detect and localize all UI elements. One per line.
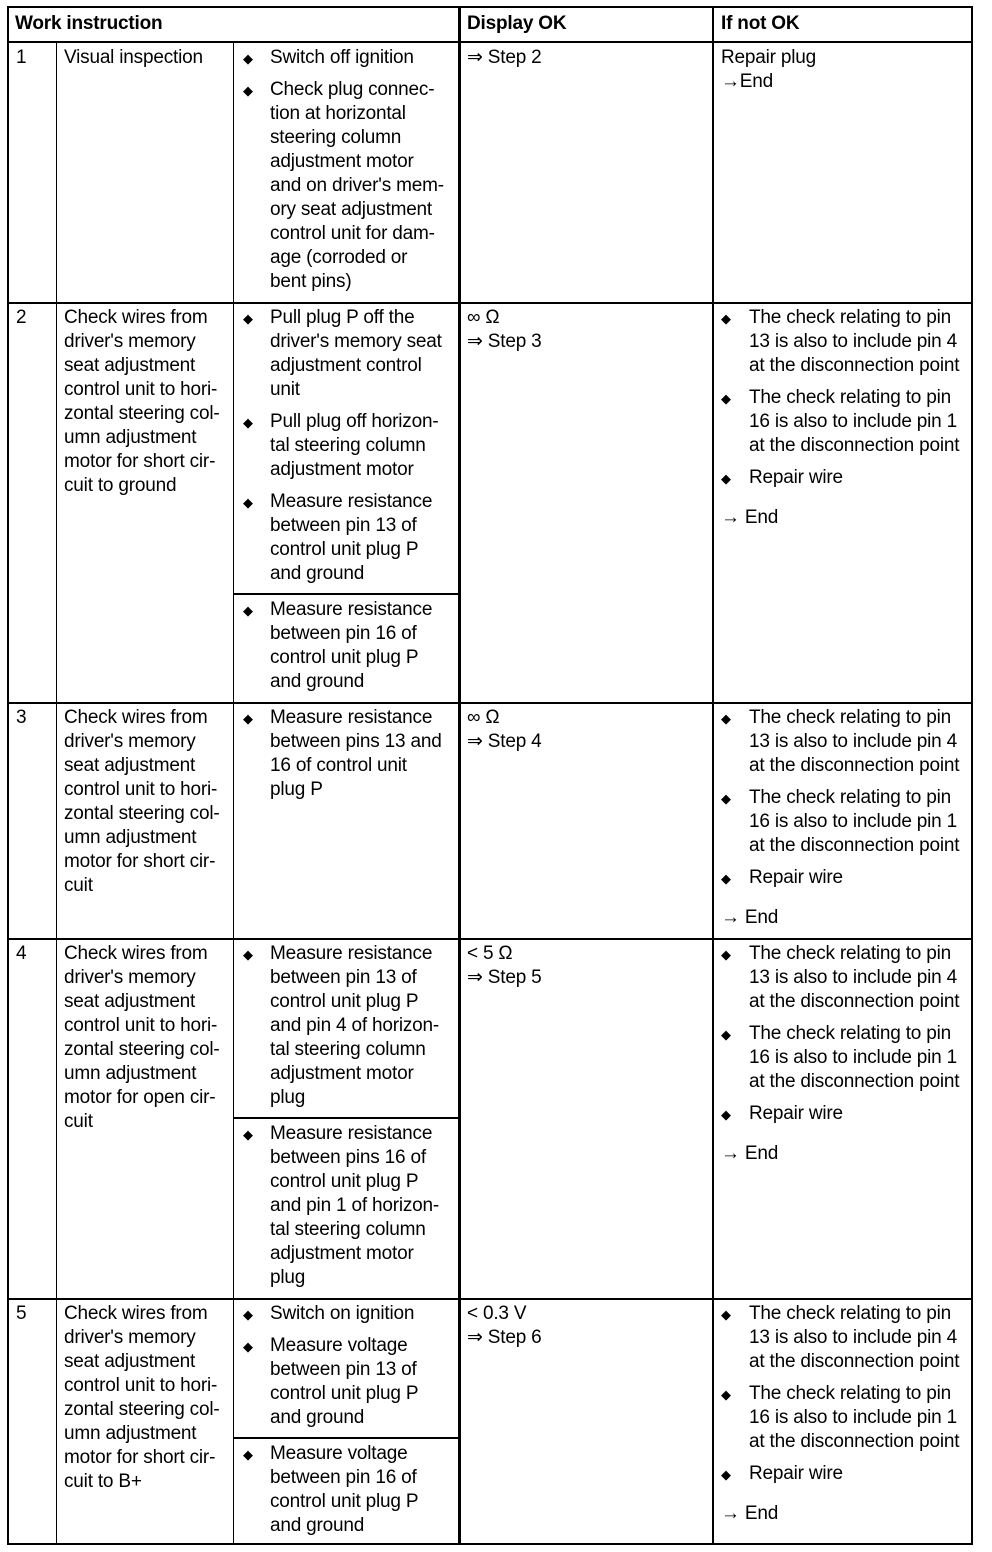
not-ok-line: Repair plug (721, 47, 816, 68)
action-line: Pull plug off horizon- (270, 411, 439, 432)
action-line: plug P (270, 779, 323, 800)
action-group-separator (233, 1117, 460, 1119)
action-line: driver's memory seat (270, 331, 442, 352)
not-ok-line: →End (721, 71, 774, 92)
step-description-line: motor for open cir- (64, 1087, 216, 1108)
action-line: Switch on ignition (270, 1303, 415, 1324)
action-line: adjustment motor (270, 1243, 414, 1264)
step-number: 5 (16, 1303, 27, 1324)
step-description-line: umn adjustment (64, 427, 197, 448)
not-ok-line: The check relating to pin (749, 387, 952, 408)
step-description-line: seat adjustment (64, 991, 196, 1012)
not-ok-line: 16 is also to include pin 1 (749, 1407, 957, 1428)
step-description-line: driver's memory (64, 967, 196, 988)
bullet-icon: ◆ (721, 791, 731, 806)
action-line: Measure resistance (270, 707, 433, 728)
step-description-line: control unit to hori- (64, 379, 218, 400)
row-separator (7, 938, 973, 940)
column-divider-actions (233, 42, 234, 1545)
step-description-line: umn adjustment (64, 827, 197, 848)
display-ok-line: ⇒ Step 6 (467, 1327, 542, 1348)
bullet-icon: ◆ (243, 83, 253, 98)
step-description-line: motor for short cir- (64, 1447, 216, 1468)
not-ok-line: The check relating to pin (749, 1303, 952, 1324)
action-line: Measure voltage (270, 1335, 408, 1356)
step-description-line: Visual inspection (64, 47, 203, 68)
step-description-line: seat adjustment (64, 755, 196, 776)
step-description-line: seat adjustment (64, 1351, 196, 1372)
action-line: between pin 16 of (270, 1467, 417, 1488)
not-ok-line: 16 is also to include pin 1 (749, 811, 957, 832)
bullet-icon: ◆ (243, 947, 253, 962)
action-line: between pin 16 of (270, 623, 417, 644)
bullet-icon: ◆ (243, 1339, 253, 1354)
action-line: between pin 13 of (270, 515, 417, 536)
action-line: Measure voltage (270, 1443, 408, 1464)
step-description-line: zontal steering col- (64, 1399, 220, 1420)
display-ok-line: ⇒ Step 2 (467, 47, 542, 68)
action-line: Measure resistance (270, 599, 433, 620)
column-divider-notok (712, 6, 714, 1545)
step-description-line: control unit to hori- (64, 1375, 218, 1396)
action-line: ory seat adjustment (270, 199, 433, 220)
step-description-line: umn adjustment (64, 1063, 197, 1084)
action-line: age (corroded or (270, 247, 408, 268)
bullet-icon: ◆ (243, 711, 253, 726)
end-link: → End (721, 507, 779, 528)
not-ok-line: Repair wire (749, 1463, 843, 1484)
step-description-line: cuit to ground (64, 475, 177, 496)
bullet-icon: ◆ (721, 471, 731, 486)
step-description-line: Check wires from (64, 1303, 208, 1324)
not-ok-line: The check relating to pin (749, 943, 952, 964)
bullet-icon: ◆ (243, 1127, 253, 1142)
action-line: adjustment motor (270, 151, 414, 172)
action-line: and on driver's mem- (270, 175, 444, 196)
action-line: control unit plug P (270, 1383, 419, 1404)
bullet-icon: ◆ (243, 495, 253, 510)
action-line: control unit plug P (270, 1171, 419, 1192)
not-ok-line: 16 is also to include pin 1 (749, 1047, 957, 1068)
step-description-line: zontal steering col- (64, 803, 220, 824)
action-line: and ground (270, 671, 365, 692)
display-ok-line: ∞ Ω (467, 307, 500, 328)
column-divider-step (56, 42, 57, 1545)
not-ok-line: 16 is also to include pin 1 (749, 411, 957, 432)
action-line: and ground (270, 1407, 365, 1428)
bullet-icon: ◆ (243, 1307, 253, 1322)
bullet-icon: ◆ (721, 1107, 731, 1122)
not-ok-line: at the disconnection point (749, 991, 960, 1012)
display-ok-line: ⇒ Step 3 (467, 331, 542, 352)
step-description-line: umn adjustment (64, 1423, 197, 1444)
action-line: and ground (270, 563, 365, 584)
action-line: adjustment motor (270, 1063, 414, 1084)
step-description-line: zontal steering col- (64, 1039, 220, 1060)
not-ok-line: at the disconnection point (749, 355, 960, 376)
step-description-line: cuit to B+ (64, 1471, 142, 1492)
bullet-icon: ◆ (721, 391, 731, 406)
table-border-left (7, 6, 9, 1545)
display-ok-line: ⇒ Step 4 (467, 731, 542, 752)
end-link: → End (721, 1143, 779, 1164)
action-line: plug (270, 1267, 306, 1288)
action-line: Measure resistance (270, 491, 433, 512)
action-line: unit (270, 379, 300, 400)
action-line: Switch off ignition (270, 47, 414, 68)
action-line: tal steering column (270, 1219, 426, 1240)
not-ok-line: 13 is also to include pin 4 (749, 1327, 957, 1348)
action-line: control unit plug P (270, 539, 419, 560)
action-line: control unit plug P (270, 1491, 419, 1512)
step-description-line: cuit (64, 875, 93, 896)
step-description-line: driver's memory (64, 1327, 196, 1348)
step-description-line: control unit to hori- (64, 779, 218, 800)
action-line: between pins 13 and (270, 731, 442, 752)
display-ok-line: < 0.3 V (467, 1303, 527, 1324)
header-work-instruction: Work instruction (15, 13, 163, 34)
step-number: 3 (16, 707, 27, 728)
table-border-top (7, 6, 973, 8)
bullet-icon: ◆ (721, 1307, 731, 1322)
step-description-line: Check wires from (64, 943, 208, 964)
display-ok-line: ⇒ Step 5 (467, 967, 542, 988)
not-ok-line: 13 is also to include pin 4 (749, 731, 957, 752)
bullet-icon: ◆ (243, 415, 253, 430)
not-ok-line: 13 is also to include pin 4 (749, 967, 957, 988)
action-line: 16 of control unit (270, 755, 407, 776)
row-separator (7, 1298, 973, 1300)
action-line: between pins 16 of (270, 1147, 426, 1168)
action-line: bent pins) (270, 271, 352, 292)
bullet-icon: ◆ (243, 603, 253, 618)
end-link: → End (721, 1503, 779, 1524)
step-description-line: Check wires from (64, 707, 208, 728)
header-if-not-ok: If not OK (721, 13, 800, 34)
bullet-icon: ◆ (721, 871, 731, 886)
step-description-line: seat adjustment (64, 355, 196, 376)
bullet-icon: ◆ (243, 51, 253, 66)
bullet-icon: ◆ (721, 711, 731, 726)
action-line: steering column (270, 127, 402, 148)
not-ok-line: at the disconnection point (749, 755, 960, 776)
action-line: plug (270, 1087, 306, 1108)
not-ok-line: at the disconnection point (749, 1351, 960, 1372)
action-line: tion at horizontal (270, 103, 406, 124)
step-description-line: motor for short cir- (64, 451, 216, 472)
step-number: 1 (16, 47, 27, 68)
step-description-line: zontal steering col- (64, 403, 220, 424)
step-description-line: driver's memory (64, 331, 196, 352)
bullet-icon: ◆ (721, 1467, 731, 1482)
column-divider-display (458, 6, 461, 1545)
table-border-bottom (7, 1543, 973, 1545)
action-line: and ground (270, 1515, 365, 1536)
row-separator (7, 702, 973, 704)
step-number: 2 (16, 307, 27, 328)
row-separator (7, 302, 973, 304)
action-line: Check plug connec- (270, 79, 435, 100)
bullet-icon: ◆ (721, 947, 731, 962)
not-ok-line: The check relating to pin (749, 707, 952, 728)
step-description-line: control unit to hori- (64, 1015, 218, 1036)
action-line: Pull plug P off the (270, 307, 415, 328)
not-ok-line: The check relating to pin (749, 1383, 952, 1404)
bullet-icon: ◆ (243, 311, 253, 326)
not-ok-line: at the disconnection point (749, 835, 960, 856)
not-ok-line: at the disconnection point (749, 435, 960, 456)
action-line: tal steering column (270, 435, 426, 456)
action-line: and pin 1 of horizon- (270, 1195, 440, 1216)
step-number: 4 (16, 943, 27, 964)
action-line: between pin 13 of (270, 967, 417, 988)
action-group-separator (233, 593, 460, 595)
bullet-icon: ◆ (721, 1387, 731, 1402)
bullet-icon: ◆ (243, 1447, 253, 1462)
not-ok-line: Repair wire (749, 467, 843, 488)
not-ok-line: Repair wire (749, 867, 843, 888)
header-display-ok: Display OK (467, 13, 567, 34)
table-border-right (971, 6, 973, 1545)
not-ok-line: The check relating to pin (749, 787, 952, 808)
action-line: between pin 13 of (270, 1359, 417, 1380)
end-link: → End (721, 907, 779, 928)
action-group-separator (233, 1437, 460, 1439)
header-separator (7, 41, 973, 43)
not-ok-line: The check relating to pin (749, 307, 952, 328)
step-description-line: driver's memory (64, 731, 196, 752)
action-line: adjustment motor (270, 459, 414, 480)
display-ok-line: ∞ Ω (467, 707, 500, 728)
bullet-icon: ◆ (721, 311, 731, 326)
step-description-line: cuit (64, 1111, 93, 1132)
not-ok-line: Repair wire (749, 1103, 843, 1124)
not-ok-line: at the disconnection point (749, 1431, 960, 1452)
step-description-line: Check wires from (64, 307, 208, 328)
action-line: control unit for dam- (270, 223, 435, 244)
action-line: and pin 4 of horizon- (270, 1015, 440, 1036)
action-line: tal steering column (270, 1039, 426, 1060)
action-line: control unit plug P (270, 647, 419, 668)
not-ok-line: at the disconnection point (749, 1071, 960, 1092)
not-ok-line: The check relating to pin (749, 1023, 952, 1044)
action-line: Measure resistance (270, 1123, 433, 1144)
not-ok-line: 13 is also to include pin 4 (749, 331, 957, 352)
action-line: adjustment control (270, 355, 422, 376)
display-ok-line: < 5 Ω (467, 943, 513, 964)
bullet-icon: ◆ (721, 1027, 731, 1042)
action-line: control unit plug P (270, 991, 419, 1012)
action-line: Measure resistance (270, 943, 433, 964)
step-description-line: motor for short cir- (64, 851, 216, 872)
